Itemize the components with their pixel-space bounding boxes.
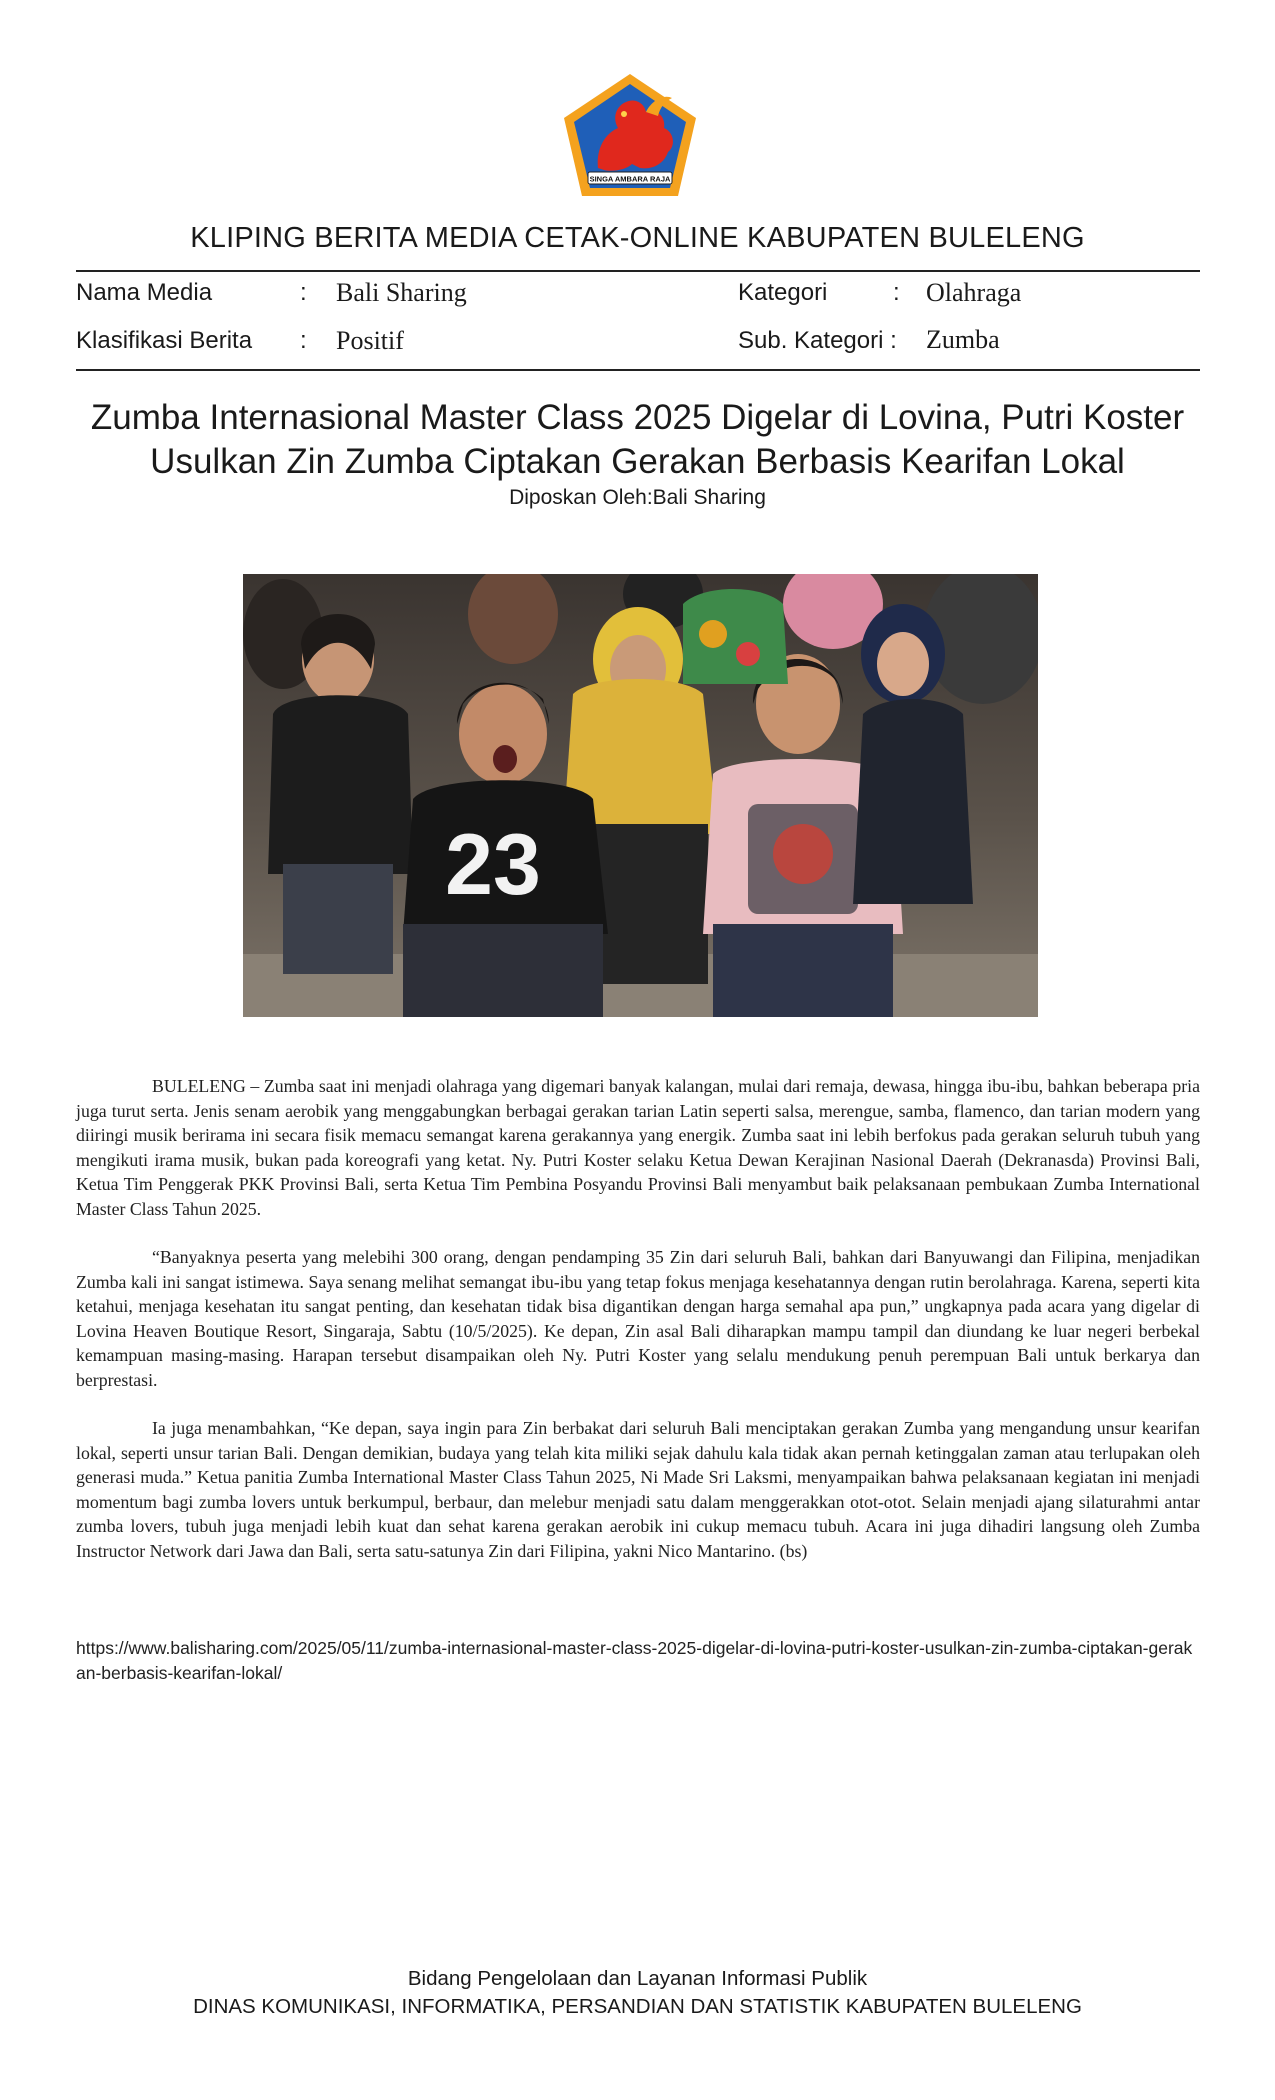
article-body [76, 1074, 1200, 1587]
sub-kategori-label: Sub. Kategori : [738, 327, 897, 354]
kategori-colon: : [893, 279, 900, 306]
kategori-label: Kategori [738, 279, 828, 306]
photo-jersey-number: 23 [445, 817, 541, 913]
nama-media-label: Nama Media [76, 279, 213, 306]
klasifikasi-value: Positif [336, 326, 404, 355]
nama-media-colon: : [300, 279, 307, 306]
sub-kategori-value: Zumba [926, 325, 1000, 354]
kategori-value: Olahraga [926, 278, 1022, 307]
buleleng-emblem-logo [560, 72, 700, 200]
article-byline: Diposkan Oleh:Bali Sharing [509, 486, 766, 509]
source-url-link[interactable]: https://www.balisharing.com/2025/05/11/zumba-internasional-master-class-2025-digelar-di-lovina-putri-koster-usulkan-zin-zumba-ciptakan-gerakan-berbasis-kearifan-lokal/ [76, 1638, 1193, 1683]
article-headline [60, 396, 1215, 484]
klasifikasi-label: Klasifikasi Berita [76, 327, 253, 354]
header-bottom-rule [76, 369, 1200, 371]
header-top-rule [76, 270, 1200, 272]
nama-media-value: Bali Sharing [336, 278, 467, 307]
headline-line-1: Zumba Internasional Master Class 2025 Digelar di Lovina, Putri Koster [90, 398, 1185, 437]
footer-division: Bidang Pengelolaan dan Layanan Informasi Publik [407, 1967, 868, 1990]
headline-line-2: Usulkan Zin Zumba Ciptakan Gerakan Berbasis Kearifan Lokal [150, 442, 1125, 481]
kliping-header-title: KLIPING BERITA MEDIA CETAK-ONLINE KABUPATEN BULELENG [190, 222, 1085, 254]
klasifikasi-colon: : [300, 327, 307, 354]
article-photo-zumba-participants [243, 574, 1038, 1017]
article-paragraph-1: BULELENG – Zumba saat ini menjadi olahraga yang digemari banyak kalangan, mulai dari remaja, dewasa, hingga ibu-ibu, bahkan beberapa pria juga turut serta. Jenis senam aerobik yang menggabungkan berbagai gerakan tarian Latin seperti salsa, merengue, samba, flamenco, dan tarian modern yang diiringi musik berirama ini secara fisik memacu semangat karena gerakannya yang energik. Zumba saat ini lebih berfokus pada gerakan seluruh tubuh yang mengikuti irama musik, bukan pada koreografi yang ketat. Ny. Putri Koster selaku Ketua Dewan Kerajinan Nasional Daerah (Dekranasda) Provinsi Bali, Ketua Tim Penggerak PKK Provinsi Bali, serta Ketua Tim Pembina Posyandu Provinsi Bali menyambut baik pelaksanaan pembukaan Zumba International Master Class Tahun 2025. [76, 1076, 1200, 1219]
emblem-motto: SINGA AMBARA RAJA [589, 174, 671, 184]
footer-agency: DINAS KOMUNIKASI, INFORMATIKA, PERSANDIAN DAN STATISTIK KABUPATEN BULELENG [193, 1995, 1082, 2018]
article-paragraph-3: Ia juga menambahkan, “Ke depan, saya ingin para Zin berbakat dari seluruh Bali menciptakan gerakan Zumba yang mengandung unsur kearifan lokal, seperti unsur tarian Bali. Dengan demikian, budaya yang telah kita miliki sejak dahulu kala tidak akan pernah ketinggalan zaman atau terlupakan oleh generasi muda.” Ketua panitia Zumba International Master Class Tahun 2025, Ni Made Sri Laksmi, menyampaikan bahwa pelaksanaan kegiatan ini menjadi momentum bagi zumba lovers untuk berkumpul, berbaur, dan melebur menjadi satu dalam menggerakkan otot-otot. Selain menjadi ajang silaturahmi antar zumba lovers, tubuh juga menjadi lebih kuat dan sehat karena gerakan aerobik ini cukup memacu tubuh. Acara ini juga dihadiri langsung oleh Zumba Instructor Network dari Jawa dan Bali, serta satu-satunya Zin dari Filipina, yakni Nico Mantarino. (bs) [76, 1418, 1200, 1561]
article-paragraph-2: “Banyaknya peserta yang melebihi 300 orang, dengan pendamping 35 Zin dari seluruh Bali, bahkan dari Banyuwangi dan Filipina, menjadikan Zumba kali ini sangat istimewa. Saya senang melihat semangat ibu-ibu yang tetap fokus menjaga kesehatannya dengan rutin berolahraga. Karena, seperti kita ketahui, menjaga kesehatan itu sangat penting, dan kesehatan tidak bisa digantikan dengan harga semahal apa pun,” ungkapnya pada acara yang digelar di Lovina Heaven Boutique Resort, Singaraja, Sabtu (10/5/2025). Ke depan, Zin asal Bali diharapkan mampu tampil dan diundang ke luar negeri berbekal kemampuan masing-masing. Harapan tersebut disampaikan oleh Ny. Putri Koster yang selalu mendukung penuh perempuan Bali untuk berkarya dan berprestasi. [76, 1247, 1200, 1390]
